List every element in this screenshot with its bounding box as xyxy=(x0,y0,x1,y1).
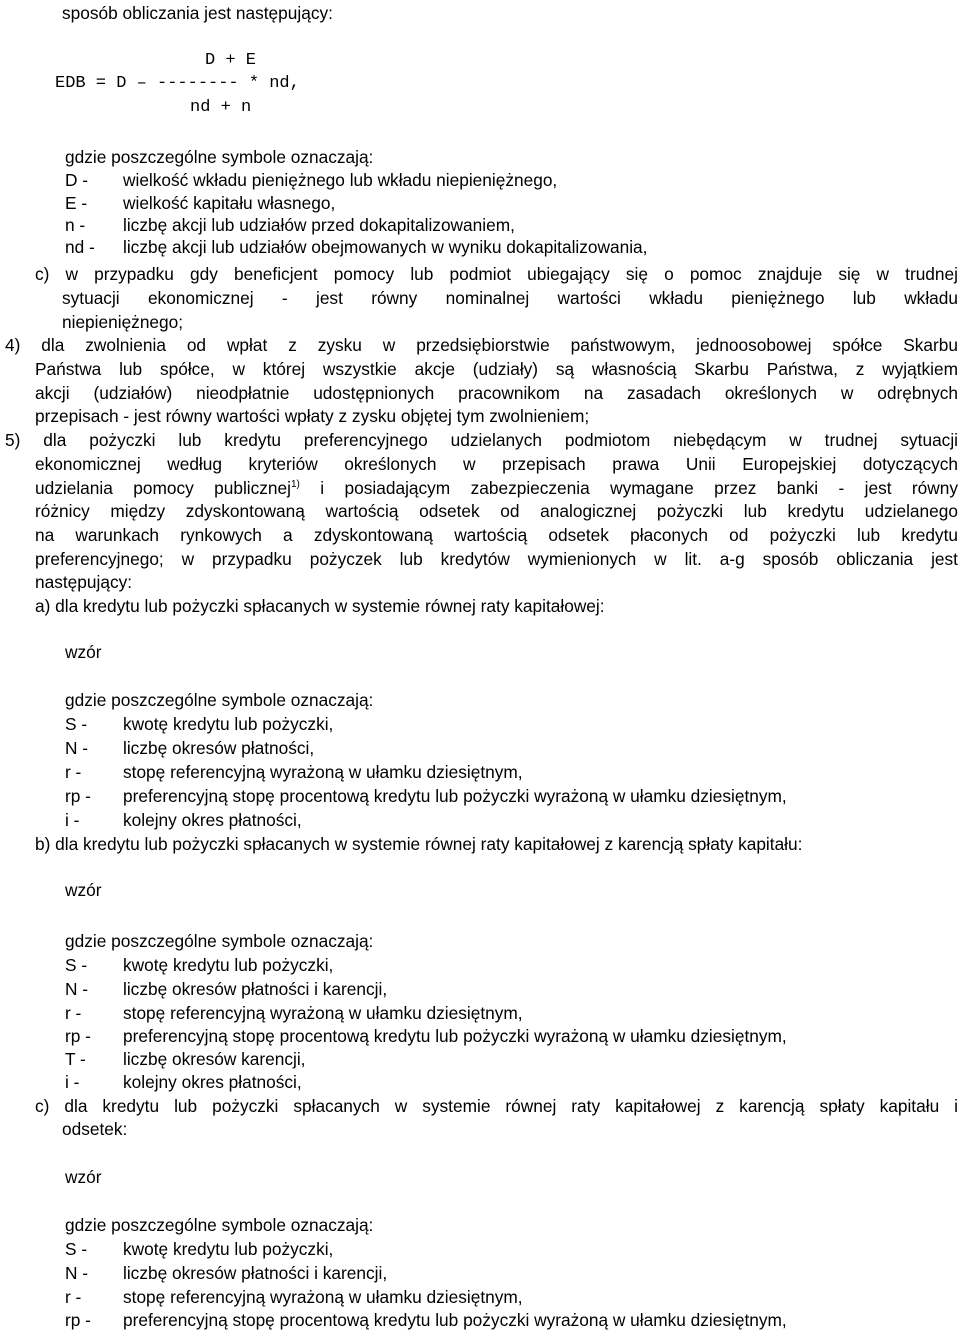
symbol-description: preferencyjną stopę procentową kredytu lub pożyczki wyrażoną w ułamku dziesiętnym, xyxy=(123,1026,787,1046)
symbol-description: preferencyjną stopę procentową kredytu lub pożyczki wyrażoną w ułamku dziesiętnym, xyxy=(123,1310,787,1330)
paragraph-line: akcji (udziałów) nieodpłatnie udostępnionych pracownikom na zasadach określonych w odrębnych xyxy=(35,383,958,403)
symbol-description: preferencyjną stopę procentową kredytu lub pożyczki wyrażoną w ułamku dziesiętnym, xyxy=(123,786,787,806)
symbol-term: T - xyxy=(65,1049,86,1069)
subsection-heading: c) dla kredytu lub pożyczki spłacanych w systemie równej raty kapitałowej z karencją spłaty kapitału i xyxy=(35,1096,958,1116)
paragraph-line: 4) dla zwolnienia od wpłat z zysku w przedsiębiorstwie państwowym, jednoosobowej spółce Skarbu xyxy=(5,335,958,355)
symbol-description: kwotę kredytu lub pożyczki, xyxy=(123,955,334,975)
symbol-term: S - xyxy=(65,714,88,734)
symbol-description: liczbę okresów płatności i karencji, xyxy=(123,1263,388,1283)
paragraph-line: sytuacji ekonomicznej - jest równy nominalnej wartości wkładu pieniężnego lub wkładu xyxy=(62,288,958,308)
formula-denominator: nd + n xyxy=(190,98,252,117)
symbol-term: i - xyxy=(65,810,80,830)
paragraph-line: 5) dla pożyczki lub kredytu preferencyjnego udzielanych podmiotom niebędącym w trudnej sytuacji xyxy=(5,430,958,450)
paragraph-line: przepisach - jest równy wartości wpłaty z zysku objętej tym zwolnieniem; xyxy=(35,406,590,426)
symbols-heading: gdzie poszczególne symbole oznaczają: xyxy=(65,1215,374,1235)
symbol-description: liczbę okresów karencji, xyxy=(123,1049,306,1069)
symbols-heading: gdzie poszczególne symbole oznaczają: xyxy=(65,931,374,951)
paragraph-line: ekonomicznej według kryteriów określonych w przepisach prawa Unii Europejskiej dotyczących xyxy=(35,454,958,474)
paragraph-line: niepieniężnego; xyxy=(62,312,184,332)
symbol-term: D - xyxy=(65,170,89,190)
symbols-heading: gdzie poszczególne symbole oznaczają: xyxy=(65,690,374,710)
paragraph-line: różnicy między zdyskontowaną wartością odsetek od analogicznej pożyczki lub kredytu udzielanego xyxy=(35,501,958,521)
footnote-ref[interactable]: 1) xyxy=(291,479,300,490)
formula-main: EDB = D – -------- * nd, xyxy=(55,74,300,93)
symbol-description: kolejny okres płatności, xyxy=(123,810,302,830)
formula-placeholder: wzór xyxy=(65,880,102,900)
symbol-description: wielkość kapitału własnego, xyxy=(123,193,336,213)
symbol-term: r - xyxy=(65,762,82,782)
formula-placeholder: wzór xyxy=(65,642,102,662)
symbol-term: nd - xyxy=(65,237,95,257)
symbol-term: E - xyxy=(65,193,88,213)
symbol-description: liczbę okresów płatności i karencji, xyxy=(123,979,388,999)
paragraph-line: na warunkach rynkowych a zdyskontowaną wartością odsetek płaconych od pożyczki lub kredytu xyxy=(35,525,958,545)
symbol-description: liczbę akcji lub udziałów obejmowanych w wyniku dokapitalizowania, xyxy=(123,237,648,257)
formula-numerator: D + E xyxy=(205,51,257,70)
symbol-term: rp - xyxy=(65,1026,91,1046)
symbol-term: N - xyxy=(65,979,89,999)
paragraph-line: c) w przypadku gdy beneficjent pomocy lub podmiot ubiegający się o pomoc znajduje się w trudnej xyxy=(35,264,958,284)
paragraph-segment: udzielania pomocy publicznej xyxy=(35,478,291,498)
formula-placeholder: wzór xyxy=(65,1167,102,1187)
subsection-heading: b) dla kredytu lub pożyczki spłacanych w systemie równej raty kapitałowej z karencją spłaty kapitału: xyxy=(35,834,803,854)
paragraph-line: Państwa lub spółce, w której wszystkie akcje (udziały) są własnością Skarbu Państwa, z wyjątkiem xyxy=(35,359,958,379)
symbol-term: n - xyxy=(65,215,86,235)
subsection-heading: odsetek: xyxy=(62,1119,128,1139)
symbol-term: N - xyxy=(65,738,89,758)
symbol-term: S - xyxy=(65,955,88,975)
symbol-description: liczbę okresów płatności, xyxy=(123,738,315,758)
paragraph-line xyxy=(35,476,958,500)
paragraph-line: preferencyjnego; w przypadku pożyczek lub kredytów wymienionych w lit. a-g sposób obliczania jest xyxy=(35,549,958,569)
symbol-description: kwotę kredytu lub pożyczki, xyxy=(123,1239,334,1259)
paragraph-line: następujący: xyxy=(35,572,133,592)
subsection-heading: a) dla kredytu lub pożyczki spłacanych w systemie równej raty kapitałowej: xyxy=(35,596,605,616)
symbol-description: kwotę kredytu lub pożyczki, xyxy=(123,714,334,734)
symbol-description: liczbę akcji lub udziałów przed dokapitalizowaniem, xyxy=(123,215,515,235)
paragraph-segment: i posiadającym zabezpieczenia wymagane przez banki - jest równy xyxy=(299,478,959,498)
symbol-term: r - xyxy=(65,1287,82,1307)
symbol-term: rp - xyxy=(65,786,91,806)
symbol-term: r - xyxy=(65,1003,82,1023)
symbol-description: stopę referencyjną wyrażoną w ułamku dziesiętnym, xyxy=(123,762,523,782)
symbol-term: i - xyxy=(65,1072,80,1092)
symbol-term: S - xyxy=(65,1239,88,1259)
intro-text: sposób obliczania jest następujący: xyxy=(62,3,333,23)
symbol-term: rp - xyxy=(65,1310,91,1330)
symbols-heading: gdzie poszczególne symbole oznaczają: xyxy=(65,147,374,167)
symbol-term: N - xyxy=(65,1263,89,1283)
symbol-description: stopę referencyjną wyrażoną w ułamku dziesiętnym, xyxy=(123,1003,523,1023)
symbol-description: kolejny okres płatności, xyxy=(123,1072,302,1092)
symbol-description: stopę referencyjną wyrażoną w ułamku dziesiętnym, xyxy=(123,1287,523,1307)
symbol-description: wielkość wkładu pieniężnego lub wkładu niepieniężnego, xyxy=(123,170,558,190)
